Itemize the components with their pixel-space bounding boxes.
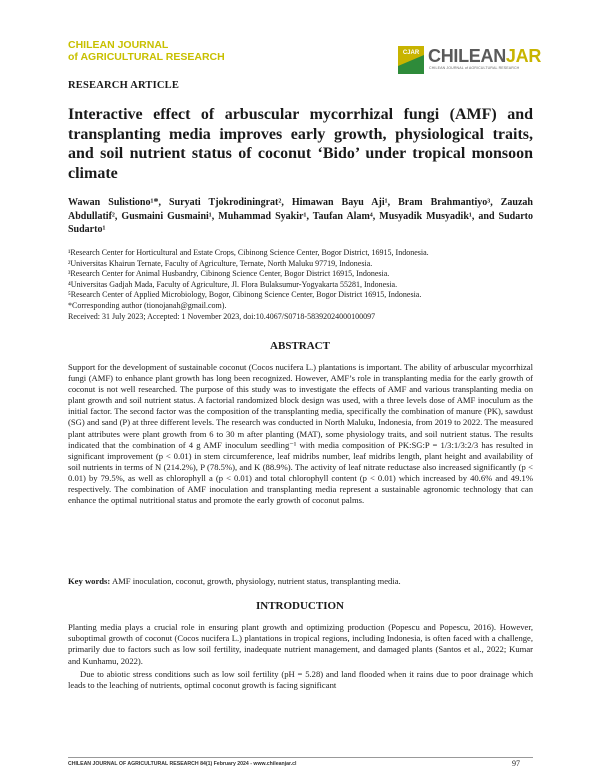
affiliation-2: ²Universitas Khairun Ternate, Faculty of Agriculture, Ternate, North Maluku 97719, Indonesia.	[68, 258, 373, 268]
introduction-heading: INTRODUCTION	[255, 600, 344, 612]
page-number: 97	[512, 759, 520, 768]
keywords-label: Key words:	[68, 576, 111, 586]
abstract-text: Support for the development of sustainable coconut (Cocos nucifera L.) plantations is important. The ability of arbuscular mycorrhizal fungi (AMF) to enhance plant growth has long been recognized. However, AMF’s role in transplanting media for the early growth of coconut is not well researched. The purpose of this study was to investigate the effects of AMF and various transplanting media on plant growth and soil nutrient status. A factorial randomized block design was used, with a three levels dose of AMF inoculum as the initial factor. The second factor was the composition of the transplanting media, specifically the combination of manure (PK), sawdust (SG) and sand (P) at three different levels. The research was conducted in North Maluku, Indonesia, from 2019 to 2022. The measured plant attributes were plant growth from 6 to 30 m after planting (MAT), some physiology traits, and soil nutrient status. The results indicated that the combination of 4 g AMF inoculum seedling⁻¹ with media composition of PK:SG:P = 1/3:1/3:2/3 has resulted in significant improvement (p < 0.01) in stem circumference, leaf midribs number, leaf midribs length, plant height and availability of soil nutrients in terms of N (214.2%), P (78.5%), and K (88.9%). The activity of leaf nitrate reductase also increased significantly (p < 0.01) by 79.5%, as well as chlorophyll a (p < 0.01) and total chlorophyll content (p < 0.01) which increased by 40.6% and 49.1% respectively. The combination of AMF inoculation and transplanting media represent a sustainable agronomic technology that can enhance the optimal nutritional status and promote the early growth of coconut palms.	[68, 362, 533, 506]
logo-wordmark-part2: JAR	[505, 46, 542, 66]
keywords	[68, 576, 533, 587]
introduction-body	[68, 622, 533, 691]
logo-mark-letters: CJAR	[402, 50, 420, 56]
journal-name	[68, 40, 288, 63]
introduction-paragraph-1: Planting media plays a crucial role in ensuring plant growth and optimizing production (Popescu and Popescu, 2016). However, suboptimal growth of coconut (Cocos nucifera L.) plantations in tropical regions, including Indonesia, is often faced with a challenge, primarily due to factors such as low soil fertility, inadequate nutrient management, and damaged plants (Santos et al., 2022; Kumar and Kunhamu, 2022).	[68, 622, 533, 666]
affiliation-5: ⁵Research Center of Applied Microbiology, Bogor, Cibinong Science Center, Bogor District 16915, Indonesia.	[68, 290, 422, 300]
logo-wordmark	[428, 46, 541, 66]
article-type: RESEARCH ARTICLE	[68, 80, 180, 91]
introduction-paragraph-2: Due to abiotic stress conditions such as low soil fertility (pH = 5.28) and land flooded when it rains due to poor drainage which leads to the leaching of nutrients, optimal coconut growth is facing significant	[68, 668, 533, 691]
journal-name-line1: CHILEAN JOURNAL	[68, 39, 169, 51]
affiliations	[68, 248, 538, 322]
logo-wordmark-part1: CHILEAN	[428, 46, 506, 66]
chileanjar-logo	[398, 44, 542, 76]
chileanjar-logo-mark-icon	[398, 44, 424, 74]
affiliation-3: ³Research Center for Animal Husbandry, Cibinong Science Center, Bogor District 16915, Indonesia.	[68, 269, 390, 279]
affiliation-4: ⁴Universitas Gadjah Mada, Faculty of Agriculture, Jl. Flora Bulaksumur-Yogyakarta 55281, Indonesia.	[68, 279, 398, 289]
received-accepted-doi: Received: 31 July 2023; Accepted: 1 November 2023, doi:10.4067/S0718-58392024000100097	[68, 311, 376, 321]
journal-name-line2: of AGRICULTURAL RESEARCH	[68, 50, 225, 63]
article-title: Interactive effect of arbuscular mycorrhizal fungi (AMF) and transplanting media improves early growth, physiological traits, and soil nutrient status of coconut ‘Bido’ under tropical monsoon climate	[68, 106, 533, 182]
author-list: Wawan Sulistiono¹*, Suryati Tjokrodiningrat², Himawan Bayu Aji¹, Bram Brahmantiyo³, Zauzah Abdullatif², Gusmaini Gusmaini¹, Muhammad Syakir¹, Taufan Alam⁴, Musyadik Musyadik¹, and Sudarto Sudarto¹	[68, 197, 533, 235]
abstract-heading: ABSTRACT	[270, 340, 330, 352]
logo-subtitle: CHILEAN JOURNAL of AGRICULTURAL RESEARCH	[429, 66, 520, 70]
corresponding-author: *Corresponding author (tionojanah@gmail.com).	[68, 300, 227, 310]
footer-divider	[68, 757, 533, 758]
footer-citation: CHILEAN JOURNAL OF AGRICULTURAL RESEARCH 84(1) February 2024 - www.chileanjar.cl	[68, 761, 297, 767]
affiliation-1: ¹Research Center for Horticultural and Estate Crops, Cibinong Science Center, Bogor District, 16915, Indonesia.	[68, 248, 429, 257]
keywords-text: AMF inoculation, coconut, growth, physiology, nutrient status, transplanting media.	[111, 576, 401, 586]
